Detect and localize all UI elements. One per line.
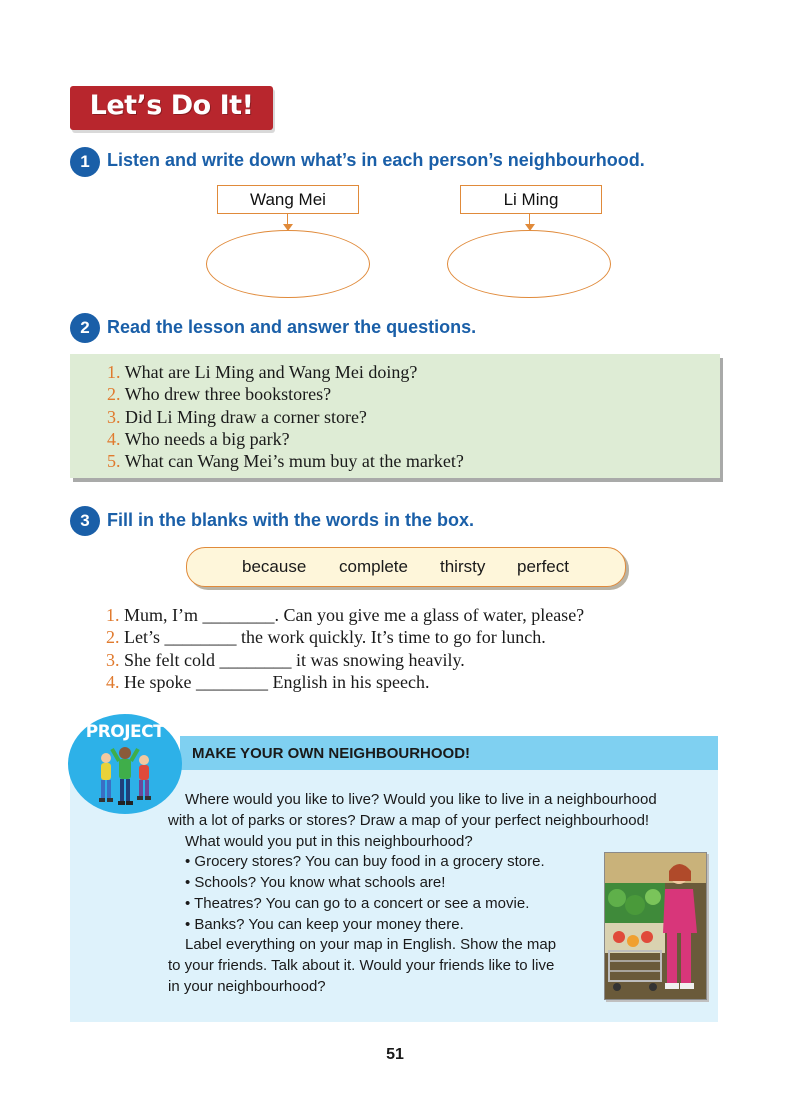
list-item [107,361,464,383]
questions-list [107,361,464,472]
project-paragraph-line: Where would you like to live? Would you like to live in a neighbourhood [185,791,657,808]
section-2-number-badge: 2 [70,313,100,343]
word-complete: complete [339,557,408,576]
sentence-number: 2. [106,627,120,648]
sentence-number: 1. [106,605,120,625]
project-paragraph-line: with a lot of parks or stores? Draw a map of your perfect neighbourhood! [168,812,650,829]
sentence-number: 4. [106,671,120,692]
sentence-number: 3. [106,649,120,670]
word-box [186,547,626,587]
word-thirsty: thirsty [440,557,486,576]
project-heading-bar [180,736,718,770]
list-item [107,428,464,450]
project-label: PROJECT [85,722,165,742]
list-item [107,450,464,472]
list-item [106,671,584,693]
name-box-wang-mei: Wang Mei [217,185,359,214]
sentence-text: Let’s ________ the work quickly. It’s time to go for lunch. [124,627,546,648]
question-number: 4. [107,428,121,449]
sentence-text: He spoke ________ English in his speech. [124,671,430,692]
question-number: 3. [107,406,121,427]
project-bullet: • Theatres? You can go to a concert or see a movie. [185,895,530,912]
list-item [106,604,584,626]
question-text: Did Li Ming draw a corner store? [125,406,367,427]
project-paragraph-line: in your neighbourhood? [168,978,326,995]
word-perfect: perfect [517,557,569,576]
question-text: What are Li Ming and Wang Mei doing? [124,362,418,382]
question-number: 2. [107,384,121,405]
project-badge [68,714,182,814]
section-3-number-badge: 3 [70,506,100,536]
question-text: Who drew three bookstores? [124,384,332,405]
name-box-li-ming: Li Ming [460,185,602,214]
answer-oval-wang-mei[interactable] [206,230,370,298]
project-bullet: • Banks? You can keep your money there. [185,916,464,933]
word-because: because [242,557,307,576]
list-item [107,406,464,428]
project-bullet: • Grocery stores? You can buy food in a grocery store. [185,853,545,870]
grocery-shopper-image-icon [605,853,706,999]
answer-oval-li-ming[interactable] [447,230,611,298]
kids-illustration-icon [92,744,158,812]
project-bullet: • Schools? You know what schools are! [185,874,446,891]
list-item [106,649,584,671]
fill-in-sentences [106,604,584,693]
project-paragraph-line: Label everything on your map in English. Show the map [185,936,557,953]
question-text: Who needs a big park? [124,428,290,449]
section-1-title: Listen and write down what’s in each person’s neighbourhood. [107,150,645,170]
question-number: 1. [107,362,121,382]
question-text: What can Wang Mei’s mum buy at the market? [124,451,464,472]
grocery-store-photo [604,852,707,1000]
section-3-title: Fill in the blanks with the words in the box. [107,510,475,530]
sentence-text: Mum, I’m ________. Can you give me a glass of water, please? [124,605,585,625]
list-item [106,626,584,648]
banner-title: Let’s Do It! [89,90,254,121]
project-heading: MAKE YOUR OWN NEIGHBOURHOOD! [192,745,471,762]
list-item [107,383,464,405]
sentence-text: She felt cold ________ it was snowing heavily. [124,649,465,670]
project-paragraph-line: to your friends. Talk about it. Would your friends like to live [168,957,555,974]
page-number: 51 [386,1046,404,1063]
section-1-number-badge: 1 [70,147,100,177]
questions-box [70,354,720,478]
lets-do-it-banner [70,86,273,130]
project-paragraph-line: What would you put in this neighbourhood? [185,833,473,850]
section-2-title: Read the lesson and answer the questions. [107,317,477,337]
question-number: 5. [107,451,121,472]
